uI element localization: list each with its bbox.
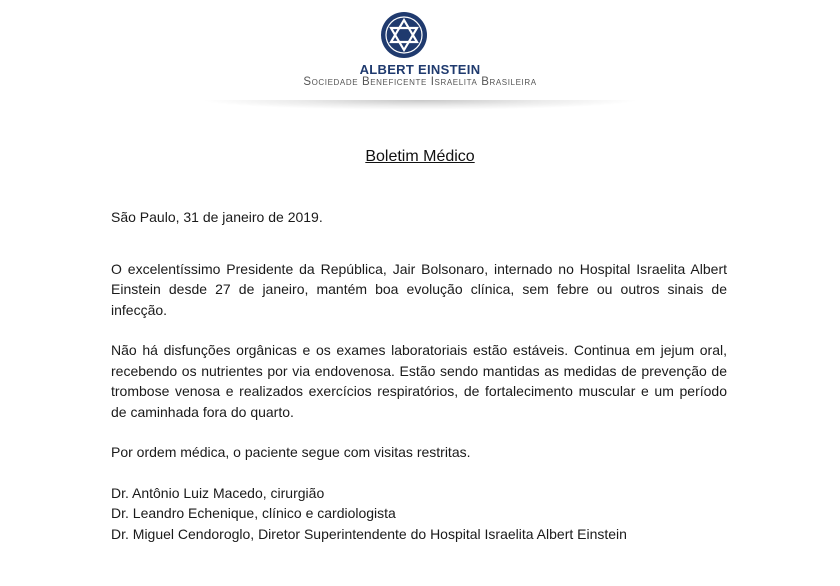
brand-subtitle: Sociedade Beneficente Israelita Brasileira — [303, 76, 537, 88]
letterhead — [0, 0, 840, 118]
signature-line: Dr. Miguel Cendoroglo, Diretor Superintendente do Hospital Israelita Albert Einstein — [111, 525, 627, 542]
date-line: São Paulo, 31 de janeiro de 2019. — [111, 209, 323, 225]
brand-name: ALBERT EINSTEIN — [359, 62, 481, 77]
signature-line: Dr. Antônio Luiz Macedo, cirurgião — [111, 484, 325, 501]
signature-line: Dr. Leandro Echenique, clínico e cardiologista — [111, 505, 396, 521]
star-of-david-globe-icon — [379, 10, 429, 60]
paragraph: Por ordem médica, o paciente segue com visitas restritas. — [111, 444, 471, 460]
document-body — [111, 207, 727, 544]
paragraph: Não há disfunções orgânicas e os exames laboratoriais estão estáveis. Continua em jejum oral, recebendo os nutrientes por via endovenosa. Estão sendo mantidas as medidas de prevenção de trombose venosa e realizados exercícios respiratórios, de fortalecimento muscular e um período de caminhada fora do quarto. — [111, 342, 727, 420]
paragraph: O excelentíssimo Presidente da República, Jair Bolsonaro, internado no Hospital Israelita Albert Einstein desde 27 de janeiro, mantém boa evolução clínica, sem febre ou outros sinais de infecção. — [111, 260, 727, 318]
document-title: Boletim Médico — [365, 148, 475, 165]
header-divider — [200, 100, 640, 110]
